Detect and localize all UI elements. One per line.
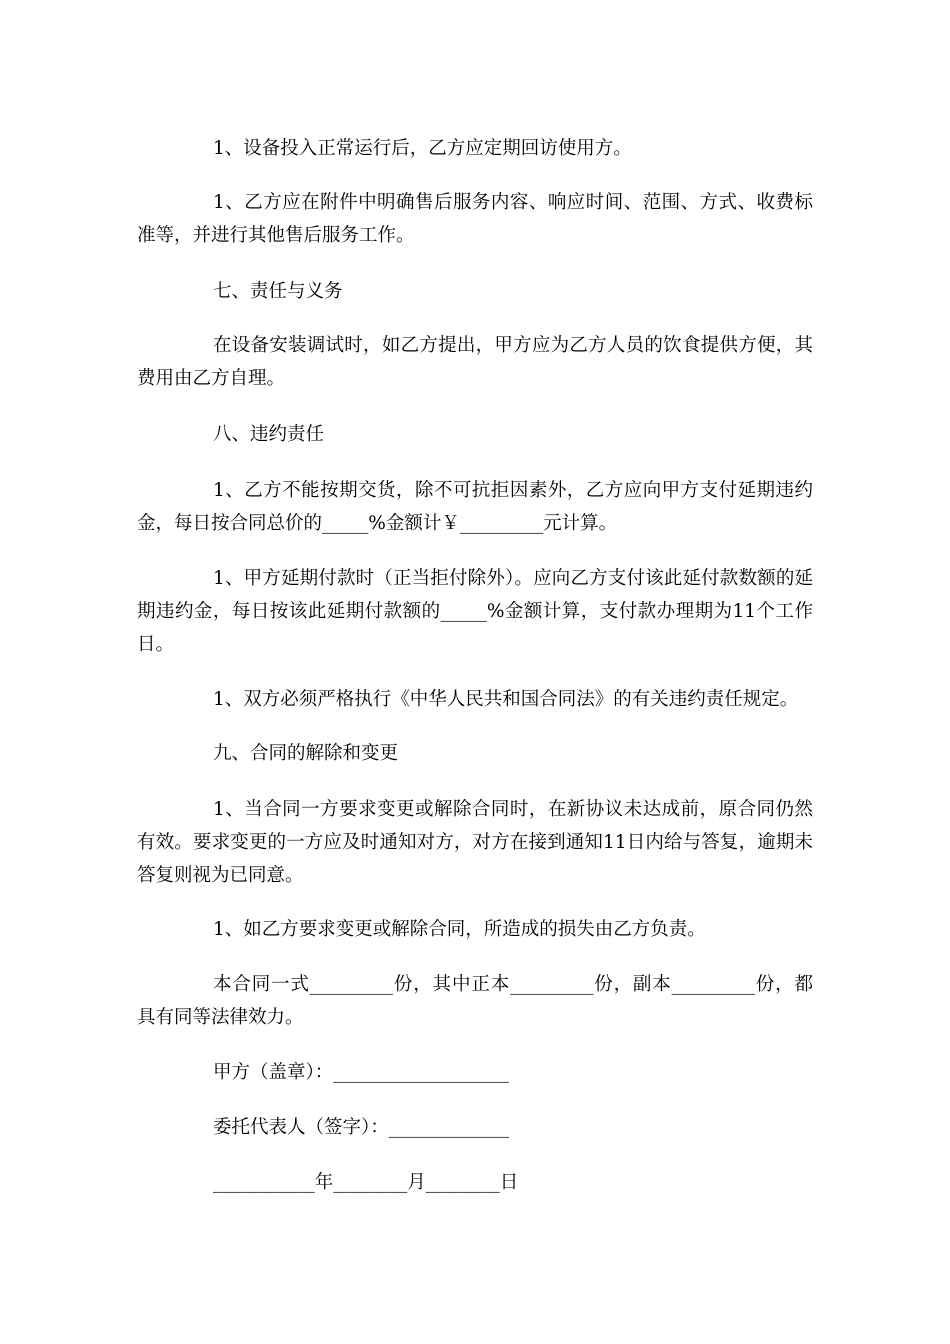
section-heading-liability: 八、违约责任	[213, 424, 325, 445]
paragraph-loss-responsibility: 1、如乙方要求变更或解除合同，所造成的损失由乙方负责。	[213, 919, 706, 940]
paragraph-return-visit: 1、设备投入正常运行后，乙方应定期回访使用方。	[213, 138, 632, 159]
paragraph-contract-law: 1、双方必须严格执行《中华人民共和国合同法》的有关违约责任规定。	[213, 689, 799, 710]
paragraph-installation-meals: 在设备安装调试时，如乙方提出，甲方应为乙方人员的饮食提供方便，其费用由乙方自理。	[137, 335, 813, 389]
signature-party-a-seal: 甲方（盖章）：___________________	[213, 1062, 510, 1083]
paragraph-copies: 本合同一式_________份，其中正本_________份，副本_________份，都具有同等法律效力。	[137, 974, 813, 1028]
paragraph-change-notice: 1、当合同一方要求变更或解除合同时，在新协议未达成前，原合同仍然有效。要求变更的一方应及时通知对方，对方在接到通知11日内给与答复，逾期未答复则视为已同意。	[137, 799, 813, 886]
paragraph-late-payment-penalty: 1、甲方延期付款时（正当拒付除外）。应向乙方支付该此延付款数额的延期违约金，每日按该此延期付款额的_____%金额计算，支付款办理期为11个工作日。	[137, 568, 813, 655]
signature-date: ___________年________月________日	[213, 1172, 519, 1193]
signature-representative: 委托代表人（签字）：_____________	[213, 1117, 510, 1138]
paragraph-after-sales-service: 1、乙方应在附件中明确售后服务内容、响应时间、范围、方式、收费标准等，并进行其他售后服务工作。	[137, 192, 813, 246]
paragraph-late-delivery-penalty: 1、乙方不能按期交货，除不可抗拒因素外，乙方应向甲方支付延期违约金，每日按合同总价的_____%金额计￥_________元计算。	[137, 480, 813, 534]
section-heading-termination: 九、合同的解除和变更	[213, 743, 399, 764]
section-heading-responsibilities: 七、责任与义务	[213, 281, 343, 302]
